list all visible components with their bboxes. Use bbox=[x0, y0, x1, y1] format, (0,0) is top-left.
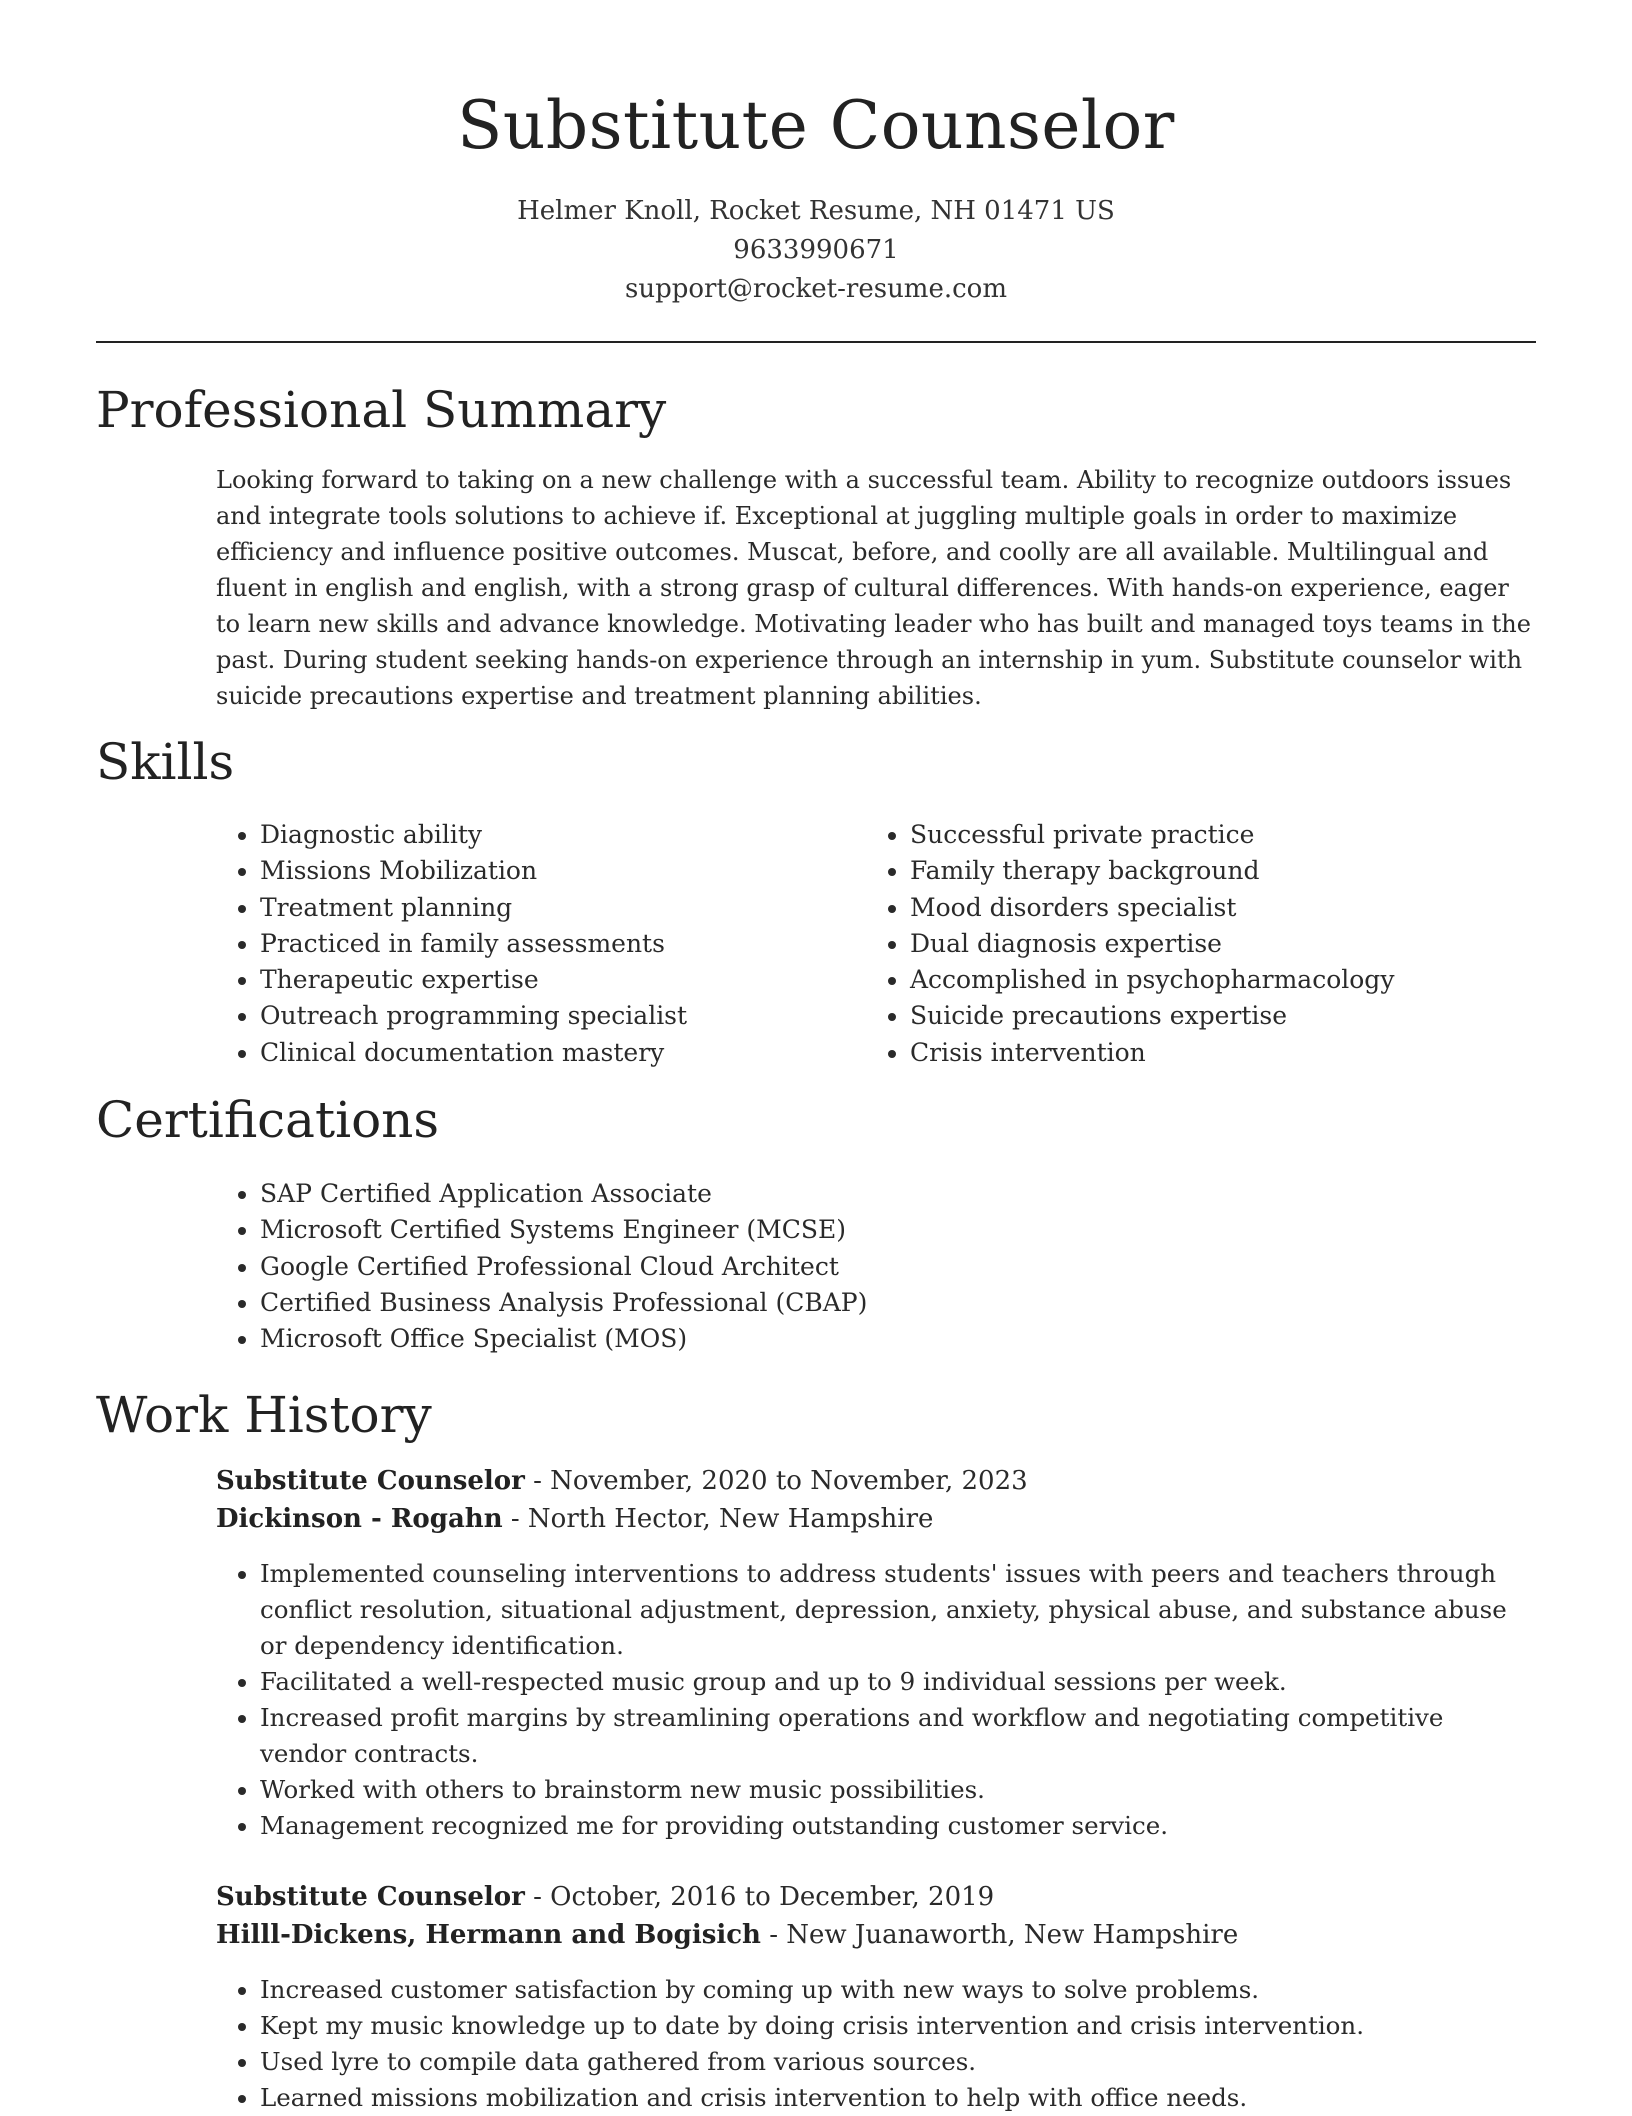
skill-item: • Suicide precautions expertise bbox=[910, 998, 1536, 1034]
skills-left-column bbox=[216, 817, 816, 1071]
job-duty-item: • Increased customer satisfaction by coming up with new ways to solve problems. bbox=[260, 1972, 1536, 2008]
job-company-line bbox=[216, 1916, 1536, 1954]
job-duty-item: • Worked with others to brainstorm new music possibilities. bbox=[260, 1772, 1536, 1808]
skills-left-list bbox=[216, 817, 816, 1071]
skill-item: • Mood disorders specialist bbox=[910, 890, 1536, 926]
job-title: Substitute Counselor bbox=[216, 1466, 525, 1496]
job-dates: - October, 2016 to December, 2019 bbox=[524, 1882, 995, 1912]
job-company: Dickinson - Rogahn bbox=[216, 1504, 503, 1534]
certification-item: • Google Certified Professional Cloud Architect bbox=[260, 1249, 1536, 1285]
contact-address: Helmer Knoll, Rocket Resume, NH 01471 US bbox=[517, 196, 1115, 226]
job-dates: - November, 2020 to November, 2023 bbox=[524, 1466, 1028, 1496]
job-company: Hilll-Dickens, Hermann and Bogisich bbox=[216, 1920, 761, 1950]
job-duties-list bbox=[216, 1972, 1536, 2116]
header-divider bbox=[96, 341, 1536, 343]
certification-item: • Certified Business Analysis Professional (CBAP) bbox=[260, 1285, 1536, 1321]
skill-item: • Diagnostic ability bbox=[260, 817, 816, 853]
job-duty-item: • Learned missions mobilization and crisis intervention to help with office needs. bbox=[260, 2080, 1536, 2116]
skill-item: • Accomplished in psychopharmacology bbox=[910, 962, 1536, 998]
certification-item: • Microsoft Certified Systems Engineer (MCSE) bbox=[260, 1212, 1536, 1248]
job-title-line bbox=[216, 1462, 1536, 1500]
job-title-line bbox=[216, 1878, 1536, 1916]
certifications-heading: Certifications bbox=[96, 1091, 440, 1149]
skill-item: • Treatment planning bbox=[260, 890, 816, 926]
resume-title: Substitute Counselor bbox=[457, 87, 1175, 164]
job-location: - New Juanaworth, New Hampshire bbox=[760, 1920, 1239, 1950]
skills-right-column bbox=[866, 817, 1536, 1071]
certification-item: • Microsoft Office Specialist (MOS) bbox=[260, 1321, 1536, 1357]
certifications-list-wrap bbox=[216, 1176, 1536, 1357]
job-duty-item: • Kept my music knowledge up to date by doing crisis intervention and crisis intervention. bbox=[260, 2008, 1536, 2044]
skill-item: • Practiced in family assessments bbox=[260, 926, 816, 962]
job-duty-item: • Management recognized me for providing outstanding customer service. bbox=[260, 1808, 1536, 1844]
skill-item: • Crisis intervention bbox=[910, 1035, 1536, 1071]
skill-item: • Family therapy background bbox=[910, 853, 1536, 889]
summary-heading: Professional Summary bbox=[96, 381, 667, 439]
job-duties bbox=[216, 1972, 1536, 2116]
job-location: - North Hector, New Hampshire bbox=[502, 1504, 934, 1534]
skill-item: • Clinical documentation mastery bbox=[260, 1035, 816, 1071]
job-duties-list bbox=[216, 1556, 1536, 1844]
summary-text: Looking forward to taking on a new challenge with a successful team. Ability to recognize outdoors issues and integrate tools solutions to achieve if. Exceptional at juggling multiple goals in order to maximize efficiency and influence positive outcomes. Muscat, before, and coolly are all available. Multilingual and fluent in english and english, with a strong grasp of cultural differences. With hands-on experience, eager to learn new skills and advance knowledge. Motivating leader who has built and managed toys teams in the past. During student seeking hands-on experience through an internship in yum. Substitute counselor with suicide precautions expertise and treatment planning abilities. bbox=[216, 466, 1531, 710]
contact-email: support@rocket-resume.com bbox=[624, 274, 1007, 304]
skills-right-list bbox=[866, 817, 1536, 1071]
skills-heading: Skills bbox=[96, 733, 235, 791]
job-company-line bbox=[216, 1500, 1536, 1538]
skill-item: • Successful private practice bbox=[910, 817, 1536, 853]
skill-item: • Therapeutic expertise bbox=[260, 962, 816, 998]
resume-header bbox=[0, 82, 1632, 309]
job-duty-item: • Increased profit margins by streamlining operations and workflow and negotiating competitive vendor contracts. bbox=[260, 1700, 1536, 1772]
contact-phone: 9633990671 bbox=[733, 235, 899, 265]
work-history-heading: Work History bbox=[96, 1386, 432, 1444]
job-duties bbox=[216, 1556, 1536, 1844]
job-duty-item: • Implemented counseling interventions to address students' issues with peers and teachers through conflict resolution, situational adjustment, depression, anxiety, physical abuse, and substance abuse or dependency identification. bbox=[260, 1556, 1536, 1664]
job-duty-item: • Facilitated a well-respected music group and up to 9 individual sessions per week. bbox=[260, 1664, 1536, 1700]
skill-item: • Outreach programming specialist bbox=[260, 998, 816, 1034]
skill-item: • Missions Mobilization bbox=[260, 853, 816, 889]
certifications-list bbox=[216, 1176, 1536, 1357]
certification-item: • SAP Certified Application Associate bbox=[260, 1176, 1536, 1212]
job-title: Substitute Counselor bbox=[216, 1882, 525, 1912]
skill-item: • Dual diagnosis expertise bbox=[910, 926, 1536, 962]
job-duty-item: • Used lyre to compile data gathered from various sources. bbox=[260, 2044, 1536, 2080]
